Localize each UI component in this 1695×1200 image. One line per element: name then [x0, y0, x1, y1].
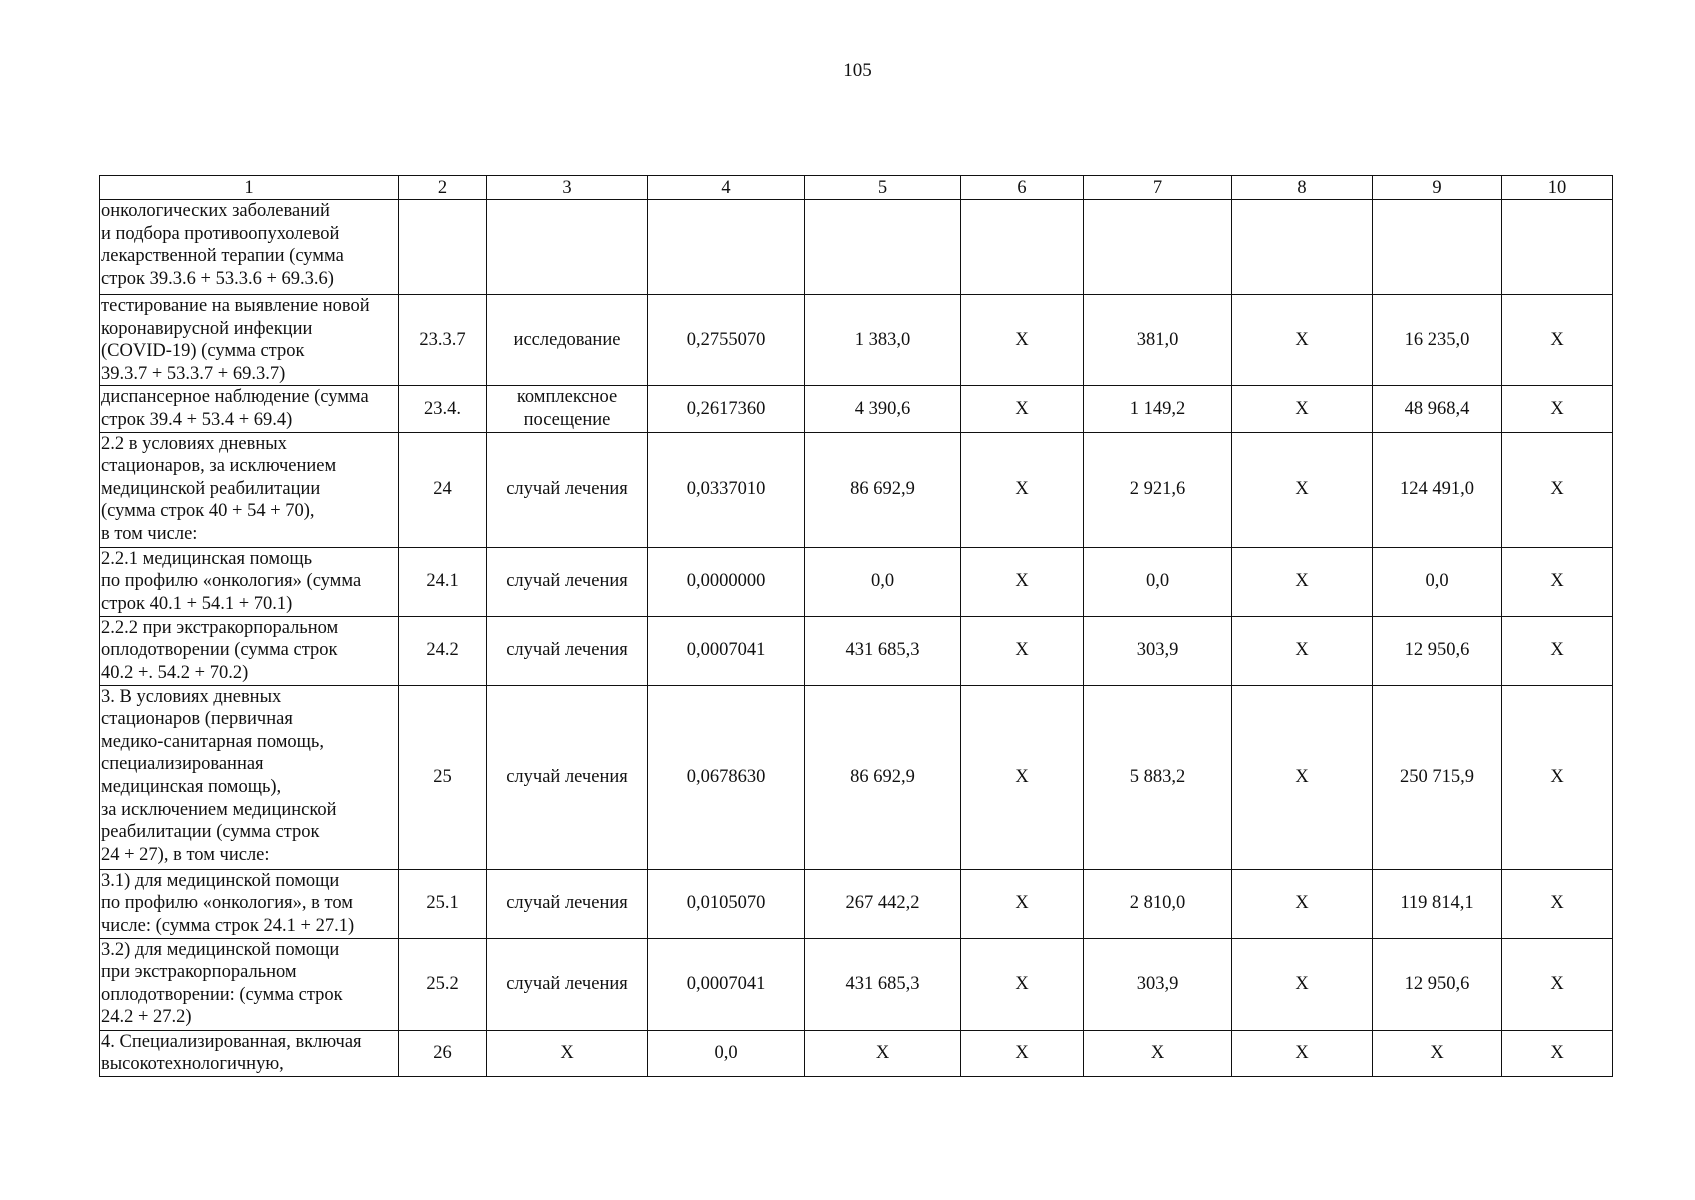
value-cell	[1373, 200, 1502, 295]
row-code-cell: 25	[399, 685, 487, 869]
value-cell: 1 149,2	[1084, 386, 1232, 432]
row-name-cell: онкологических заболеваний и подбора противоопухолевой лекарственной терапии (сумма строк 39.3.6 + 53.3.6 + 69.3.6)	[100, 200, 399, 295]
row-code-cell: 23.3.7	[399, 295, 487, 386]
row-code-cell: 24.1	[399, 547, 487, 616]
header-row	[100, 176, 1613, 200]
value-cell: Х	[1502, 938, 1613, 1030]
table-row	[100, 200, 1613, 295]
value-cell: Х	[1502, 869, 1613, 938]
value-cell: Х	[805, 1030, 961, 1076]
table-body	[100, 200, 1613, 1077]
row-name-cell: 3.1) для медицинской помощи по профилю «онкология», в том числе: (сумма строк 24.1 + 27.1)	[100, 869, 399, 938]
value-cell: Х	[1232, 432, 1373, 547]
value-cell: Х	[1232, 1030, 1373, 1076]
value-cell	[1084, 200, 1232, 295]
value-cell: 5 883,2	[1084, 685, 1232, 869]
row-name-cell: 4. Специализированная, включая высокотехнологичную,	[100, 1030, 399, 1076]
value-cell: 0,0007041	[648, 616, 805, 685]
value-cell: 0,0	[805, 547, 961, 616]
value-cell: 0,0000000	[648, 547, 805, 616]
value-cell: 2 810,0	[1084, 869, 1232, 938]
value-cell: Х	[1502, 1030, 1613, 1076]
row-code-cell: 25.2	[399, 938, 487, 1030]
table-row	[100, 386, 1613, 432]
row-code-cell: 26	[399, 1030, 487, 1076]
value-cell	[805, 200, 961, 295]
data-table	[99, 175, 1613, 1077]
unit-cell: случай лечения	[487, 685, 648, 869]
value-cell: 0,0678630	[648, 685, 805, 869]
row-name-cell: диспансерное наблюдение (сумма строк 39.4 + 53.4 + 69.4)	[100, 386, 399, 432]
value-cell: Х	[1502, 295, 1613, 386]
header-cell: 7	[1084, 176, 1232, 200]
table-row	[100, 616, 1613, 685]
unit-cell: случай лечения	[487, 432, 648, 547]
value-cell: 0,0007041	[648, 938, 805, 1030]
value-cell: 1 383,0	[805, 295, 961, 386]
unit-cell: случай лечения	[487, 547, 648, 616]
value-cell: 48 968,4	[1373, 386, 1502, 432]
value-cell: Х	[961, 432, 1084, 547]
value-cell	[1232, 200, 1373, 295]
row-name-cell: 3.2) для медицинской помощи при экстракорпоральном оплодотворении: (сумма строк 24.2 + 27.2)	[100, 938, 399, 1030]
table-row	[100, 1030, 1613, 1076]
value-cell: 2 921,6	[1084, 432, 1232, 547]
value-cell: 12 950,6	[1373, 616, 1502, 685]
value-cell: Х	[961, 1030, 1084, 1076]
page-number: 105	[843, 60, 872, 81]
value-cell	[1502, 200, 1613, 295]
value-cell: 381,0	[1084, 295, 1232, 386]
value-cell: Х	[1502, 616, 1613, 685]
header-cell: 5	[805, 176, 961, 200]
table-row	[100, 547, 1613, 616]
header-cell: 8	[1232, 176, 1373, 200]
value-cell: 4 390,6	[805, 386, 961, 432]
row-name-cell: тестирование на выявление новой коронавирусной инфекции (COVID-19) (сумма строк 39.3.7 + 53.3.7 + 69.3.7)	[100, 295, 399, 386]
value-cell: Х	[1232, 685, 1373, 869]
value-cell: Х	[1232, 938, 1373, 1030]
value-cell: 303,9	[1084, 938, 1232, 1030]
header-cell: 1	[100, 176, 399, 200]
row-code-cell: 24	[399, 432, 487, 547]
value-cell: 0,0	[1084, 547, 1232, 616]
value-cell: Х	[1373, 1030, 1502, 1076]
value-cell: Х	[961, 685, 1084, 869]
value-cell: 119 814,1	[1373, 869, 1502, 938]
unit-cell	[487, 200, 648, 295]
header-cell: 6	[961, 176, 1084, 200]
value-cell: 0,2617360	[648, 386, 805, 432]
value-cell: 267 442,2	[805, 869, 961, 938]
value-cell: 12 950,6	[1373, 938, 1502, 1030]
value-cell: Х	[1232, 547, 1373, 616]
row-name-cell: 2.2 в условиях дневных стационаров, за исключением медицинской реабилитации (сумма строк 40 + 54 + 70), в том числе:	[100, 432, 399, 547]
value-cell: Х	[1232, 616, 1373, 685]
value-cell: Х	[1232, 869, 1373, 938]
value-cell: 86 692,9	[805, 685, 961, 869]
value-cell: 86 692,9	[805, 432, 961, 547]
value-cell: Х	[961, 938, 1084, 1030]
header-cell: 2	[399, 176, 487, 200]
value-cell: Х	[1502, 432, 1613, 547]
value-cell: 0,0	[1373, 547, 1502, 616]
value-cell: Х	[961, 386, 1084, 432]
table-row	[100, 685, 1613, 869]
unit-cell: комплексное посещение	[487, 386, 648, 432]
row-name-cell: 2.2.1 медицинская помощь по профилю «онкология» (сумма строк 40.1 + 54.1 + 70.1)	[100, 547, 399, 616]
row-code-cell: 24.2	[399, 616, 487, 685]
value-cell: Х	[1084, 1030, 1232, 1076]
header-cell: 10	[1502, 176, 1613, 200]
row-name-cell: 3. В условиях дневных стационаров (первичная медико-санитарная помощь, специализированная медицинская помощь), за исключением медицинской реабилитации (сумма строк 24 + 27), в том числе:	[100, 685, 399, 869]
value-cell: Х	[1502, 685, 1613, 869]
row-code-cell: 23.4.	[399, 386, 487, 432]
value-cell: 431 685,3	[805, 938, 961, 1030]
value-cell: 124 491,0	[1373, 432, 1502, 547]
value-cell	[961, 200, 1084, 295]
value-cell: Х	[961, 547, 1084, 616]
value-cell: 0,0105070	[648, 869, 805, 938]
header-cell: 4	[648, 176, 805, 200]
row-name-cell: 2.2.2 при экстракорпоральном оплодотворении (сумма строк 40.2 +. 54.2 + 70.2)	[100, 616, 399, 685]
value-cell: Х	[961, 295, 1084, 386]
table-row	[100, 295, 1613, 386]
value-cell: Х	[1232, 386, 1373, 432]
row-code-cell	[399, 200, 487, 295]
header-cell: 3	[487, 176, 648, 200]
unit-cell: случай лечения	[487, 869, 648, 938]
value-cell: 0,0	[648, 1030, 805, 1076]
value-cell: Х	[961, 869, 1084, 938]
value-cell: 250 715,9	[1373, 685, 1502, 869]
unit-cell: Х	[487, 1030, 648, 1076]
unit-cell: случай лечения	[487, 938, 648, 1030]
value-cell: 431 685,3	[805, 616, 961, 685]
unit-cell: случай лечения	[487, 616, 648, 685]
value-cell: 16 235,0	[1373, 295, 1502, 386]
value-cell	[648, 200, 805, 295]
row-code-cell: 25.1	[399, 869, 487, 938]
value-cell: Х	[1232, 295, 1373, 386]
value-cell: 0,2755070	[648, 295, 805, 386]
value-cell: 0,0337010	[648, 432, 805, 547]
value-cell: 303,9	[1084, 616, 1232, 685]
table-row	[100, 432, 1613, 547]
value-cell: Х	[961, 616, 1084, 685]
value-cell: Х	[1502, 386, 1613, 432]
table-row	[100, 938, 1613, 1030]
header-cell: 9	[1373, 176, 1502, 200]
unit-cell: исследование	[487, 295, 648, 386]
value-cell: Х	[1502, 547, 1613, 616]
table-row	[100, 869, 1613, 938]
